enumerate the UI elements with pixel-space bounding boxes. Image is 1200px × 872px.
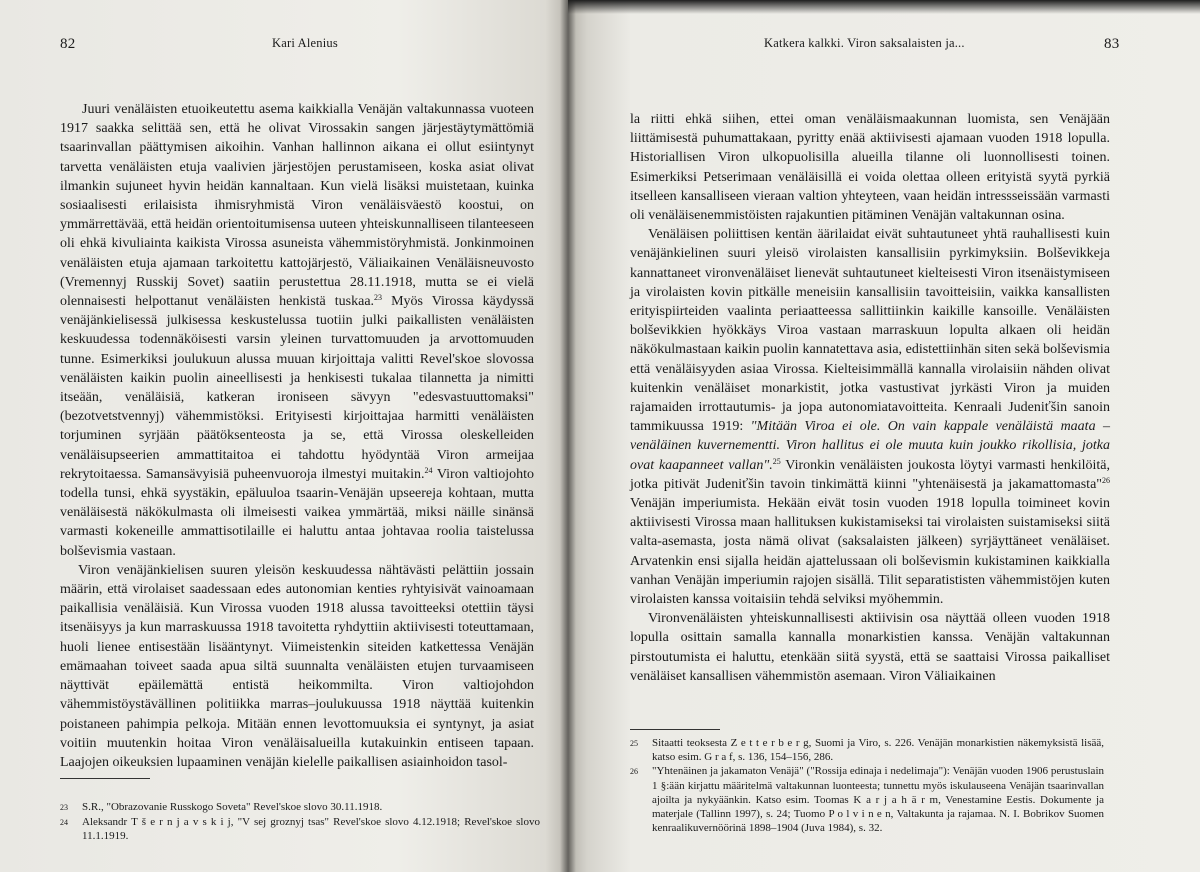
footnote-number: 26 <box>630 767 638 777</box>
footnote-rule-right <box>630 729 720 730</box>
text-run: Juuri venäläisten etuoikeutettu asema kaikkialla Venäjän valtakunnassa vuoteen 1917 saakka selittää sen, että he olivat Virossakin sangen järjestäytymättömiä tsaarinvallan päättymisen aikoihin. Vanhan hallinnon aikana ei ollut esiintynyt tarvetta venäläisten etuja vaalivien järjestöjen perustamiseen, koska asiat olivat ilmankin sujuneet hyvin heidän kannaltaan. Kun vielä lisäksi muistetaan, kuinka sosiaalisesti erilaisista ihmisryhmistä Viron venäläisväestö koostui, on ymmärrettävää, että heidän orientoitumisensa uuteen yhteiskunnalliseen tilanteeseen oli ehkä kivuliainta kaikista Virossa asuneista vähemmistöryhmistä. Jonkinmoinen venäläisten etuja ajamaan tarkoitettu kattojärjestö, Väliaikainen Venäläisneuvosto (Vremennyj Russkij Sovet) saatiin perustettua 28.11.1918, mutta se ei vielä olennaisesti helpottanut venäläisten henkistä tuskaa. <box>60 102 534 310</box>
text-run: Viron venäjänkielisen suuren yleisön keskuudessa nähtävästi pelättiin jossain määrin, että virolaiset saadessaan edes autonomian kenties ryhtyisivät vainoamaan paikallisia venäläisiä. Kun Virossa vuoden 1918 alussa tavoitteeksi otettiin täysi itsenäisyys ja kun marraskuussa 1918 tavoitetta ryhdyttiin aktiivisesti toteuttamaan, huoli lienee entisestään lisääntynyt. Viimeistenkin siteiden katkettessa Venäjän emämaahan toiveet saada apua siltä suunnalta venäläisten etujen turvaamiseen näyttivät epäilemättä entistä heikommilta. Viron valtiojohdon vähemmistöystävällinen politiikka marras–joulukuussa 1918 näyttää kuitenkin poistaneen pahimpia pelkoja. Mitään ennen levottomuuksia ei syntynyt, ja asiat voitiin muutenkin hoitaa Viron venäläisalueilla kutakuinkin entiseen tapaan. Laajojen oikeuksien lupaaminen venäjän kielelle paikallisen asiainhoidon tasol- <box>60 562 534 770</box>
footnote-text: S.R., "Obrazovanie Russkogo Soveta" Revel'skoe slovo 30.11.1918. <box>82 801 383 813</box>
paragraph <box>60 561 534 772</box>
footnote-number: 25 <box>630 739 638 748</box>
paragraph <box>630 609 1110 686</box>
right-page <box>568 0 1200 872</box>
footnote-number: 23 <box>60 803 68 812</box>
page-number-left: 82 <box>60 36 76 52</box>
paragraph <box>630 225 1110 609</box>
text-run: Viron valtiojohto todella tunsi, ehkä syystäkin, epäluuloa tsaarin-Venäjän upseereja kohtaan, mutta venäläisestä näkökulmasta oli ilmeisesti vaikea ymmärtää, miksi näille sinänsä varmasti kokeneille ammattisotilaille ei haluttu antaa johtavaa roolia taistelussa bolševismia vastaan. <box>60 466 535 559</box>
text-run: la riitti ehkä siihen, ettei oman venäläismaakunnan luomista, sen Venäjään liittämisestä puhumattakaan, pyritty enää aktiivisesti ajamaan vuoden 1918 lopulla. Historiallisen Viron ulkopuolisilla alueilla tilanne oli luonnollisesti toinen. Esimerkiksi Petserimaan venäläisillä ei voida olettaa olleen erityistä syytä pyrkiä itselleen kansalliseen vieraan valtion yhteyteen, vaan heidän intressseissään varmasti oli venäläisenemmistöisten rajakuntien pitäminen Venäjän valtakunnan osina. <box>630 112 1110 224</box>
right-footnotes <box>630 736 1104 835</box>
footnote-number: 24 <box>60 818 68 828</box>
left-footnotes <box>60 800 540 844</box>
text-run: Venäläisen poliittisen kentän äärilaidat eivät suhtautuneet yhtä rauhallisesti kuin venäjänkielinen suuri yleisö virolaisten kansallisiin pyrkimyksiin. Bolševikkeja kannattaneet vironvenäläiset lienevät suhtautuneet kielteisesti Viron itsenäistymiseen ja virolaisten kovin pitkälle meneisiin kansallisiin tavoitteisiin, vaikka kansallisten erityispiirteiden vaalinta periaatteessa sallittiinkin kaikille kansoille. Venäläisten bolševikkien hyökkäys Viroa vastaan marraskuun lopulta alkaen oli heidän näkökulmastaan kaikin puolin kannatettava asia, edistettiinhän siten sekä bolševismia että venäläisyyden asiaa Virossa. Kielteisimmällä kannalla virolaisiin nähden olivat kuitenkin venäläiset monarkistit, jotka vastustivat jyrkästi Viron ja muiden rajamaiden irrottautumis- ja jopa autonomiatavoitteita. Kenraali Judeniťšin sanoin tammikuussa 1919: <box>630 227 1110 435</box>
left-page <box>0 0 568 872</box>
footnote-ref: 25 <box>772 456 781 466</box>
scan-edge-shadow <box>568 0 1200 14</box>
footnote-ref: 26 <box>1102 475 1110 485</box>
text-run: Vironvenäläisten yhteiskunnallisesti aktiivisin osa näyttää olleen vuoden 1918 lopulla osittain samalla kannalla monarkistien kanssa. Venäjän valtakunnan pirstoutumista ei haluttu, etenkään siitä syystä, että se saattaisi Virossa paikalliset venäläiset kansallisen vähemmistön asemaan. Viron Väliaikainen <box>630 611 1110 684</box>
running-head-right: Katkera kalkki. Viron saksalaisten ja... <box>764 36 965 50</box>
text-run: Venäjän imperiumista. Hekään eivät tosin vuoden 1918 lopulla toimineet kovin aktiivisesti Virossa maan hallituksen kukistamiseksi tai virolaisten suistamiseksi siitä valta-asemasta, josta nämä olivat (saksalaisten jälkeen) syrjäyttäneet venäläiset. Arvatenkin ensi sijalla heidän ajattelussaan oli bolševismin kukistaminen kaikkialla vanhan Venäjän imperiumin rajojen sisällä. Tilit separatististen vähemmistöjen kuten virolaisten kanssa voitaisiin tehdä selviksi myöhemmin. <box>630 496 1110 608</box>
footnote <box>60 815 540 843</box>
footnote-text: Aleksandr T š e r n j a v s k i j, "V sej groznyj tsas" Revel'skoe slovo 4.12.1918; Revel'skoe slovo 11.1.1919. <box>82 816 540 843</box>
footnote <box>60 800 540 815</box>
footnote <box>630 736 1104 764</box>
page-number-right: 83 <box>1104 36 1120 52</box>
footnote-text: Sitaatti teoksesta Z e t t e r b e r g, Suomi ja Viro, s. 226. Venäjän monarkistien näkemyksistä lisää, katso esim. G r a f, s. 136, 154–156, 286. <box>652 737 1104 764</box>
footnote-text: "Yhtenäinen ja jakamaton Venäjä" ("Rossija edinaja i nedelimaja"): Venäjän vuoden 1906 perustuslain 1 §:ään kirjattu määritelmä valtakunnan luonteesta; tunnettu myös iskulauseena Venäjän tsaarinvallan ajoilta ja nykyäänkin. Katso esim. Toomas K a r j a h ä r m, Venestamine Eestis. Dokumente ja materjale (Tallinn 1997), s. 24; Tuomo P o l v i n e n, Valtakunta ja rajamaa. N. I. Bobrikov Suomen kenraalikuvernöörinä 1898–1904 (Juva 1984), s. 32. <box>652 765 1104 835</box>
text-run: Vironkin venäläisten joukosta löytyi varmasti henkilöitä, jotka pitivät Judeniťšin tavoin tinkimättä kiinni "yhtenäisestä ja jakamattomasta" <box>630 457 1110 492</box>
left-body-text <box>60 100 534 772</box>
running-head-left: Kari Alenius <box>272 36 338 50</box>
paragraph <box>630 110 1110 225</box>
footnote-ref: 23 <box>374 293 383 303</box>
text-run: Myös Virossa käydyssä venäjänkielisessä julkisessa keskustelussa tuotiin julki paikallisten venäläisten keskuudessa todennäköisesti varsin yleinen turvattomuuden ja arvottomuuden tunne. Esimerkiksi joulukuun alussa muuan kirjoittaja valitti Revel'skoe slovossa venäläisten kaikin puolin aineellisesti ja henkisesti tukalaa tilannetta ja nimitti itseään, venäläisiä, katkeran ironiseen sävyyn "edesvastuuttomaksi" (bezotvetstvennyj) vähemmistöksi. Erityisesti kirjoittajaa harmitti venäläisten torjuminen syrjään päätöksenteosta ja se, että Virossa oleskelleiden venäläisupseerien ammattitaitoa ei tahdottu hyödyntää Viron armeijaa rekrytoitaessa. Samansävyisiä puheenvuoroja ilmestyi muitakin. <box>60 294 534 482</box>
footnote <box>630 764 1104 835</box>
paragraph <box>60 100 534 561</box>
footnote-rule-left <box>60 778 150 779</box>
footnote-ref: 24 <box>424 465 433 475</box>
right-body-text <box>630 110 1110 686</box>
quote-italic: "Mitään Viroa ei ole. On vain kappale venäläistä maata – venäläinen kuvernementti. Viron hallitus ei ole muuta kuin joukko rikollisia, jotka ovat kaapanneet vallan". <box>630 419 1111 473</box>
